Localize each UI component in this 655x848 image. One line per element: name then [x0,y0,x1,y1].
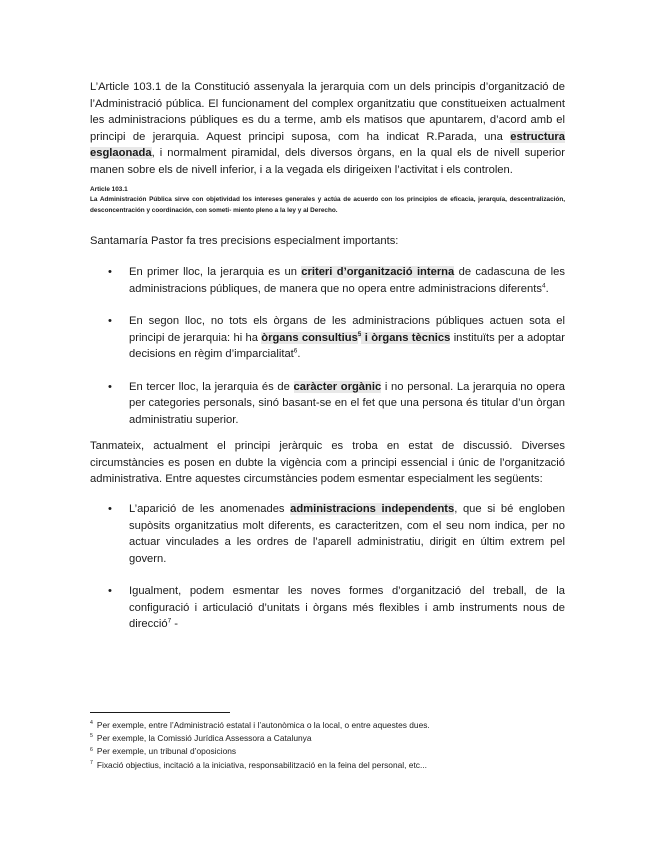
bullet-icon: • [108,315,112,327]
article-title: Article 103.1 [90,186,128,193]
footnote-text: Per exemple, un tribunal d’oposicions [96,746,237,757]
footnote [90,745,565,758]
item-highlight: administracions independents [290,503,455,515]
bullet-icon: • [108,503,112,515]
footnote [90,719,565,732]
footnote [90,759,565,772]
item-end: - [171,618,179,630]
footnote-ref: 6 [293,347,298,355]
intro-highlight: estructura esglaonada [90,130,565,159]
item-highlight: caràcter orgànic [293,380,382,393]
footnote-text: Per exemple, entre l’Administració estatal i l’autonòmica o la local, o entre aquestes dues. [96,720,430,730]
footnote-number: 4 [90,720,93,727]
footnote-text: Per exemple, la Comissió Jurídica Assessora a Catalunya [96,733,312,744]
santamaria-intro: Santamaría Pastor fa tres precisions especialment importants: [90,235,399,247]
item-end: . [545,282,549,295]
footnote [90,732,565,745]
item-text-end: , que si bé engloben supòsits organitzatius molt diferents, es caracteritzen, com el seu nom indica, per no actuar vinculades a les ordres de l’aparell administratiu, dirigit en últim extrem pel govern. [129,503,565,565]
footnote-text: Fixació objectius, incitació a la iniciativa, responsabilització en la feina del personal, etc... [96,759,427,770]
bullet-icon: • [108,266,112,278]
footnote-ref: 4 [541,281,546,289]
bullet-icon: • [108,585,112,597]
footnotes [90,719,565,772]
item-end: . [297,348,301,360]
circumstances-list [90,501,565,633]
list-item [90,501,565,567]
tanmateix-paragraph: Tanmateix, actualment el principi jeràrquic es troba en estat de discussió. Diverses circumstàncies es posen en dubte la vigència com a principi essencial i únic de l’organització administrativa. Entre aquestes circumstàncies podem esmentar especialment les següents: [90,440,565,485]
list-item [90,583,565,633]
bullet-icon: • [108,380,112,393]
footnote-number: 6 [90,746,93,753]
list-item [90,264,565,297]
article-text: La Administración Pública sirve con objetividad los intereses generales y actúa de acuerdo con los principios de eficacia, jerarquía, descentralización, desconcentración y coordinación, con someti- miento pleno a la ley y al Derecho. [90,196,565,214]
footnote-ref: 5 [357,330,362,338]
item-text: En segon lloc, no tots els òrgans de les administracions públiques actuen sota el principi de jerarquia: hi ha [129,315,565,344]
item-highlight: òrgans consultius [261,331,358,344]
precisions-list [90,264,565,428]
list-item [90,313,565,363]
item-text: Igualment, podem esmentar les noves formes d’organització del treball, de la configuració i articulació d’unitats i òrgans més flexibles i amb instruments nous de direcció [129,585,565,630]
item-text-end: i no personal. La jerarquia no opera per categories personals, sinó basant-se en el fet que una persona és titular d’un òrgan administratiu superior. [129,380,566,426]
item-text: En primer lloc, la jerarquia es un [129,266,302,278]
intro-paragraph [90,79,565,178]
item-highlight-2: i òrgans tècnics [361,331,451,344]
item-highlight: criteri d’organització interna [301,266,455,278]
intro-text-end: , i normalment piramidal, dels diversos òrgans, en la qual els de nivell superior manen sobre els de nivell inferior, i a la vegada els dirigeixen l’activitat i els controlen. [90,147,565,176]
footnote-number: 7 [90,759,93,766]
intro-text: L’Article 103.1 de la Constitució assenyala la jerarquia com un dels principis d’organització de l’Administració pública. El funcionament del complex organitzatiu que constitueixen actualment les administracions públiques es du a terme, amb els matisos que apuntarem, d’acord amb el principi de jerarquia. Aquest principi suposa, com ha indicat R.Parada, una [90,81,565,143]
item-text: En tercer lloc, la jerarquia és de [129,380,294,393]
item-text: L’aparició de les anomenades [129,503,291,515]
footnote-ref: 7 [167,617,172,625]
list-item [90,379,565,429]
footnote-divider [90,712,230,713]
item-text-end: de cadascuna de les administracions públiques, de manera que no opera entre administracions diferents [129,266,565,295]
item-text-end: instituïts per a adoptar decisions en règim d’imparcialitat [129,331,566,360]
footnote-number: 5 [90,733,93,740]
